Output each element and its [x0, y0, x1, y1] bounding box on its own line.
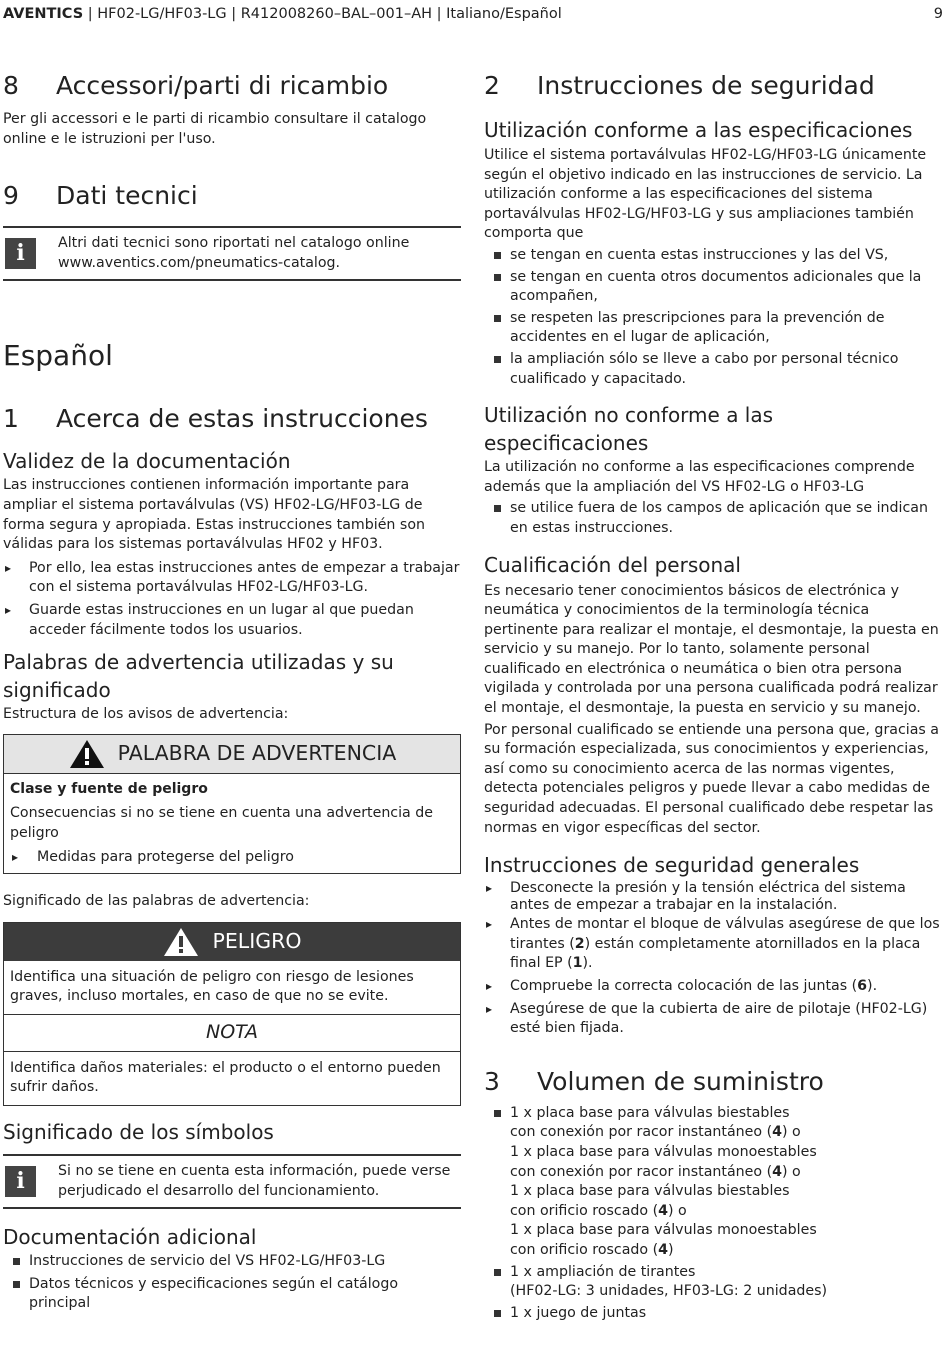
noconforme-heading: Utilización no conforme a las especificaciones	[484, 403, 774, 456]
text-line	[510, 1241, 942, 1261]
header-doc-info: | HF02-LG/HF03-LG | R412008260–BAL–001–AH | Italiano/Español	[83, 6, 562, 22]
text-line: 1 x placa base para válvulas biestables	[510, 1183, 790, 1200]
suministro-list	[484, 1104, 942, 1324]
list-item: ▸ Asegúrese de que la cubierta de aire de pilotaje (HF02-LG) esté bien fijada.	[484, 1000, 942, 1039]
cualificacion-p1: Es necesario tener conocimientos básicos de electrónica y neumática y conocimientos de la terminología técnica pertinente para realizar el montaje, el desmontaje, la puesta en servicio y su manejo. Por lo tanto, solamente personal cualificado en electrónica o neumática o bien otra persona vigilada y controlada por una persona cualificada podrá realizar el montaje, el desmontaje, la puesta en servicio y su manejo.	[484, 582, 939, 717]
list-item	[484, 915, 942, 974]
info-link-text: www.aventics.com/pneumatics-catalog.	[58, 254, 341, 271]
list-item	[484, 1263, 942, 1302]
text-run: )	[668, 1241, 674, 1258]
text-line: 1 x placa base para válvulas monoestables	[510, 1222, 817, 1239]
text-line: 1 x placa base para válvulas monoestables	[510, 1143, 817, 1160]
list-item: Instrucciones de servicio del VS HF02-LG/HF03-LG	[3, 1252, 461, 1272]
section-title: Volumen de suministro	[537, 1066, 824, 1096]
info-text: Si no se tiene en cuenta esta información, puede verse perjudicado el desarrollo del funcionamiento.	[58, 1163, 451, 1199]
ref-number: 4	[772, 1163, 782, 1180]
section-number: 8	[3, 71, 19, 100]
warning-band	[4, 735, 460, 774]
danger-band	[4, 923, 460, 961]
simbolos-heading: Significado de los símbolos	[3, 1120, 274, 1145]
warning-triangle-icon	[162, 926, 200, 958]
ref-number: 1	[572, 955, 583, 972]
ref-number: 2	[574, 935, 585, 952]
warning-body	[4, 774, 460, 873]
ref-number: 6	[857, 978, 868, 994]
info-icon: i	[5, 1166, 36, 1197]
info-line: Altri dati tecnici sono riportati nel catalogo online	[58, 235, 410, 252]
info-note	[3, 1154, 461, 1209]
ref-number: 4	[658, 1241, 668, 1258]
list-item: ▸ Guarde estas instrucciones en un lugar al que puedan acceder fácilmente todos los usuarios.	[3, 601, 461, 640]
conforme-text: Utilice el sistema portaválvulas HF02-LG/HF03-LG únicamente según el objetivo indicado en las instrucciones de servicio. La utilización conforme a las especificaciones del sistema portaválvulas HF02-LG/HF03-LG y sus ampliaciones también comporta que	[484, 147, 927, 242]
conforme-list	[484, 246, 942, 389]
text-run: ) están completamente atornillados en la placa final EP (	[510, 935, 921, 972]
text-run: Antes de montar el bloque de válvulas asegúrese de que los tirantes (	[510, 916, 940, 952]
danger-word: PELIGRO	[212, 928, 302, 953]
text-line: 1 x placa base para válvulas biestables	[510, 1104, 790, 1121]
generales-list	[484, 880, 942, 1039]
ref-number: 4	[658, 1202, 668, 1219]
text-run: con orificio roscado (	[510, 1202, 659, 1219]
section-2-heading	[484, 70, 942, 102]
info-icon: i	[5, 238, 36, 269]
list-item: se utilice fuera de los campos de aplicación que se indican en estas instrucciones.	[484, 499, 942, 538]
list-item: ▸ Por ello, lea estas instrucciones antes de empezar a trabajar con el sistema portaválvulas HF02-LG/HF03-LG.	[3, 559, 461, 598]
list-item: Datos técnicos y especificaciones según el catálogo principal	[3, 1275, 461, 1314]
text-run: ) o	[781, 1124, 801, 1141]
text-run: Compruebe la correcta colocación de las juntas (	[510, 978, 858, 994]
list-item: 1 x juego de juntas	[484, 1304, 942, 1324]
consequences-text: Consecuencias si no se tiene en cuenta una advertencia de peligro	[10, 805, 433, 841]
warning-triangle-icon	[68, 738, 106, 770]
page-number: 9	[933, 6, 943, 22]
notice-description: Identifica daños materiales: el producto o el entorno pueden sufrir daños.	[10, 1059, 441, 1096]
validez-heading: Validez de la documentación	[3, 449, 291, 474]
text-run: ) o	[668, 1202, 687, 1219]
list-item: se respeten las prescripciones para la prevención de accidentes en el lugar de aplicación,	[484, 309, 942, 348]
list-item	[484, 977, 942, 997]
noconforme-text: La utilización no conforme a las especificaciones comprende además que la ampliación del VS HF02-LG o HF03-LG	[484, 459, 915, 495]
section-number: 9	[3, 181, 19, 211]
info-note	[3, 226, 461, 281]
warning-structure-box	[3, 734, 461, 874]
brand-name: AVENTICS	[3, 6, 84, 22]
hazard-class: Clase y fuente de peligro	[10, 780, 208, 797]
section-title: Accessori/parti di ricambio	[56, 71, 389, 100]
section-3-heading	[484, 1066, 942, 1098]
language-title: Español	[3, 339, 113, 373]
signal-words-box	[3, 922, 461, 1106]
section-1-heading	[3, 403, 461, 435]
page-header	[3, 5, 943, 27]
docadic-heading: Documentación adicional	[3, 1225, 257, 1250]
noconforme-list	[484, 499, 942, 538]
section-number: 3	[484, 1066, 500, 1096]
text-line	[510, 1123, 942, 1143]
section-9-heading	[3, 180, 461, 212]
section-title: Dati tecnici	[56, 181, 198, 211]
text-line	[510, 1163, 942, 1183]
right-column	[484, 70, 942, 1323]
danger-description: Identifica una situación de peligro con riesgo de lesiones graves, incluso mortales, en caso de que no se evite.	[10, 968, 414, 1005]
text-run: con conexión por racor instantáneo (	[510, 1124, 773, 1141]
notice-word: NOTA	[4, 1014, 460, 1052]
list-item: ▸ Desconecte la presión y la tensión eléctrica del sistema antes de empezar a trabajar en la instalación.	[484, 880, 942, 914]
cualificacion-heading: Cualificación del personal	[484, 552, 741, 577]
left-column	[3, 70, 461, 1314]
validez-list	[3, 559, 461, 640]
palabras-heading: Palabras de advertencia utilizadas y su significado	[3, 650, 394, 703]
validez-text: Las instrucciones contienen información importante para ampliar el sistema portaválvulas (VS) HF02-LG/HF03-LG de forma segura y apropiada. Estas instrucciones también son válidas para los sistemas portaválvulas HF02 y HF03.	[3, 477, 425, 553]
generales-heading: Instrucciones de seguridad generales	[484, 853, 860, 878]
section-title: Acerca de estas instrucciones	[56, 404, 428, 434]
section-number: 1	[3, 404, 19, 434]
list-item: ▸ Medidas para protegerse del peligro	[10, 848, 454, 868]
text-run: ) o	[781, 1163, 801, 1180]
estructura-text: Estructura de los avisos de advertencia:	[3, 706, 289, 723]
text-run: ).	[867, 978, 878, 994]
significado-text: Significado de las palabras de advertencia:	[3, 893, 310, 910]
text-run: con orificio roscado (	[510, 1241, 659, 1258]
list-item: se tengan en cuenta otros documentos adicionales que la acompañen,	[484, 268, 942, 307]
text-line: 1 x ampliación de tirantes	[510, 1263, 696, 1280]
text-line	[510, 1202, 942, 1222]
cualificacion-p2: Por personal cualificado se entiende una persona que, gracias a su formación especializada, sus conocimientos y experiencias, así como su conocimiento acerca de las normas vigentes, detecta potenciales peligros y puede llevar a cabo medidas de seguridad adecuadas. El personal cualificado debe respetar las normas en vigor específicas del sector.	[484, 721, 939, 836]
text-run: con conexión por racor instantáneo (	[510, 1163, 773, 1180]
section-8-text: Per gli accessori e le parti di ricambio consultare il catalogo online e le istruzioni per l'uso.	[3, 111, 427, 147]
section-title: Instrucciones de seguridad	[537, 71, 875, 100]
list-item: se tengan en cuenta estas instrucciones y las del VS,	[484, 246, 942, 266]
section-number: 2	[484, 71, 500, 100]
warning-word: PALABRA DE ADVERTENCIA	[117, 740, 397, 765]
docadic-list	[3, 1252, 461, 1314]
text-run: ).	[582, 955, 593, 972]
conforme-heading: Utilización conforme a las especificaciones	[484, 118, 913, 142]
measures-list	[10, 848, 454, 868]
list-item: la ampliación sólo se lleve a cabo por personal técnico cualificado y capacitado.	[484, 350, 942, 389]
section-8-heading	[3, 70, 461, 102]
text-line: (HF02-LG: 3 unidades, HF03-LG: 2 unidades)	[510, 1283, 828, 1300]
list-item	[484, 1104, 942, 1261]
ref-number: 4	[772, 1124, 782, 1141]
info-text	[58, 234, 409, 273]
